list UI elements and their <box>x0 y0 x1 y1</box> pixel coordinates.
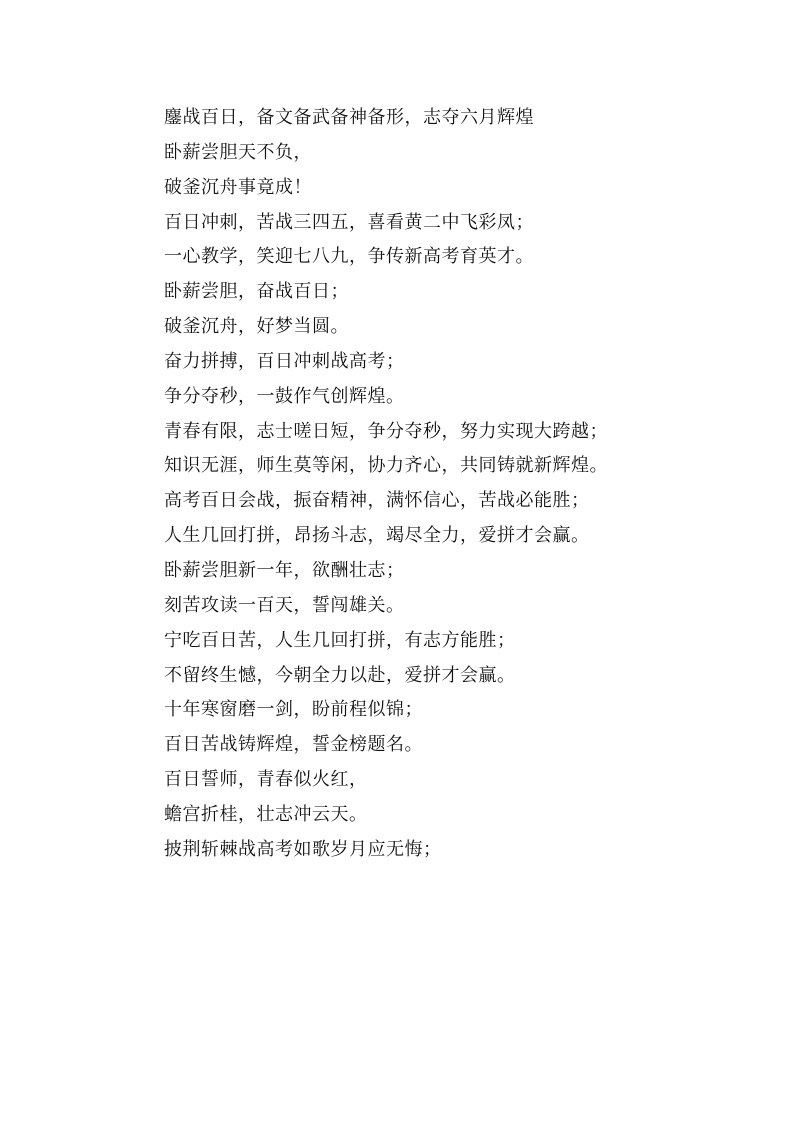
text-line: 破釜沉舟，好梦当圆。 <box>164 316 349 338</box>
text-line: 宁吃百日苦，人生几回打拼，有志方能胜； <box>164 629 516 651</box>
text-line: 奋力拼搏，百日冲刺战高考； <box>164 350 405 372</box>
text-line: 争分夺秒，一鼓作气创辉煌。 <box>164 385 405 407</box>
text-line: 蟾宫折桂，壮志冲云天。 <box>164 803 368 825</box>
text-line: 卧薪尝胆，奋战百日； <box>164 281 349 303</box>
text-line: 十年寒窗磨一剑，盼前程似锦； <box>164 699 423 721</box>
text-line: 鏖战百日，备文备武备神备形，志夺六月辉煌 <box>164 107 534 128</box>
text-line: 人生几回打拼，昂扬斗志，竭尽全力，爱拼才会赢。 <box>164 525 590 547</box>
text-line: 高考百日会战，振奋精神，满怀信心，苦战必能胜； <box>164 490 590 512</box>
text-line: 知识无涯，师生莫等闲，协力齐心，共同铸就新辉煌。 <box>164 455 608 477</box>
text-line: 青春有限，志士嗟日短，争分夺秒，努力实现大跨越； <box>164 420 608 442</box>
text-line: 披荆斩棘战高考如歌岁月应无悔； <box>164 838 442 860</box>
text-line: 刻苦攻读一百天，誓闯雄关。 <box>164 594 405 616</box>
text-line: 卧薪尝胆天不负， <box>164 141 312 163</box>
text-line: 百日冲刺，苦战三四五，喜看黄二中飞彩凤； <box>164 211 534 233</box>
text-line: 一心教学，笑迎七八九，争传新高考育英才。 <box>164 246 534 268</box>
text-line: 百日苦战铸辉煌，誓金榜题名。 <box>164 734 423 756</box>
text-line: 破釜沉舟事竟成！ <box>164 176 312 198</box>
text-line: 不留终生憾，今朝全力以赴，爱拼才会赢。 <box>164 664 516 686</box>
text-line: 百日誓师，青春似火红， <box>164 769 368 791</box>
text-line: 卧薪尝胆新一年，欲酬壮志； <box>164 559 405 581</box>
text-body <box>164 104 764 871</box>
